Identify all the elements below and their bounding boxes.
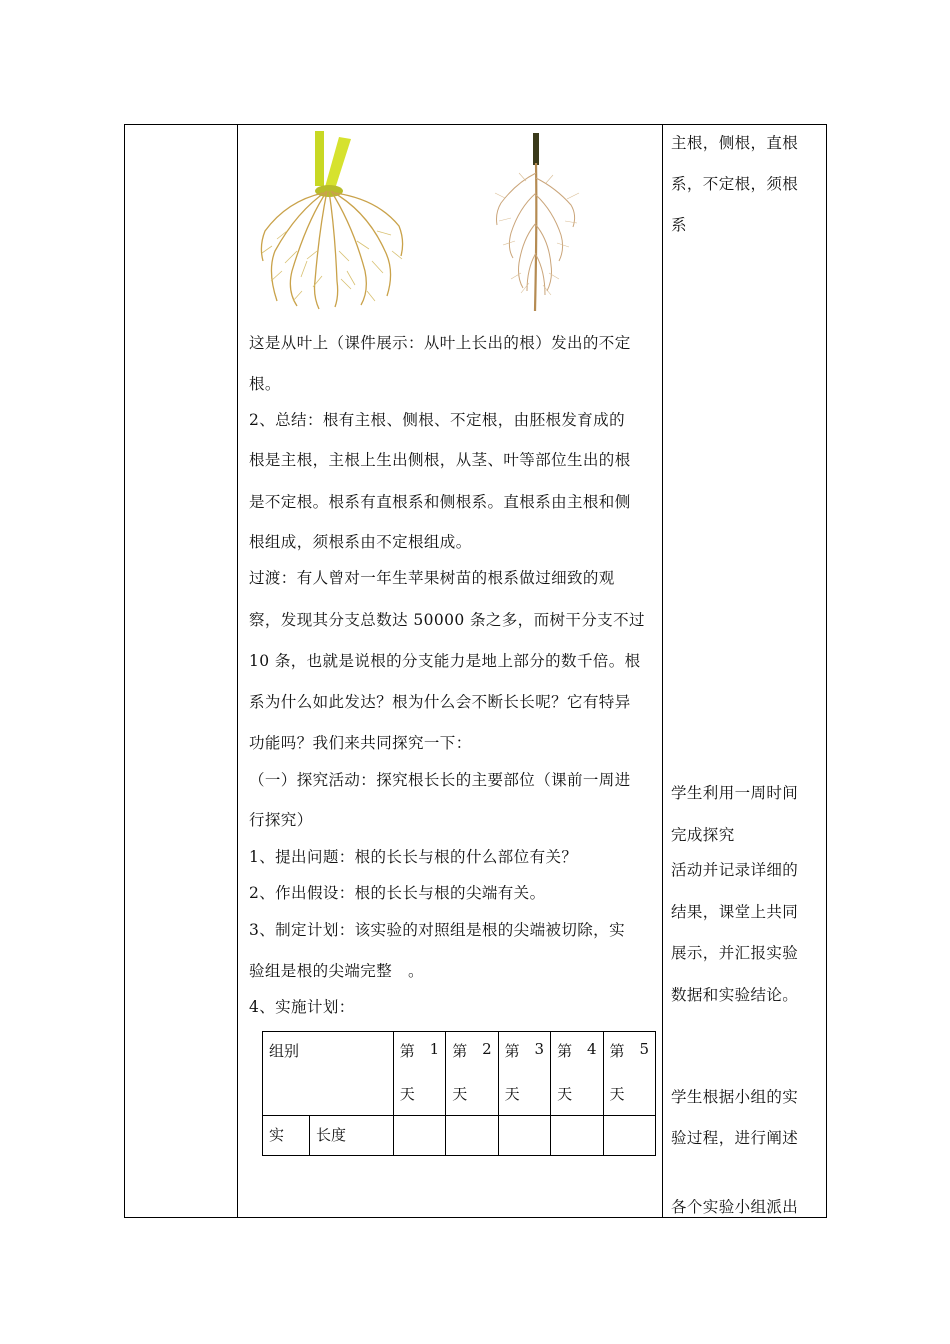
column-divider-left <box>237 125 238 1217</box>
day-cell: 第 3 天 <box>498 1032 550 1116</box>
paragraph-line: 这是从叶上（课件展示：从叶上长出的根）发出的不定 <box>249 334 631 352</box>
notes-column <box>671 125 823 1217</box>
note-line: 活动并记录详细的 <box>671 861 799 879</box>
note-line: 系，不定根，须根 <box>671 175 799 193</box>
paragraph-line: 系为什么如此发达？根为什么会不断长长呢？它有特异 <box>249 693 631 711</box>
note-line: 结果，课堂上共同 <box>671 903 799 921</box>
table-cell <box>393 1116 445 1156</box>
paragraph-line: 2、作出假设：根的长长与根的尖端有关。 <box>249 884 546 902</box>
table-cell <box>446 1116 498 1156</box>
paragraph-line: 根。 <box>249 375 281 393</box>
note-line: 学生利用一周时间 <box>671 784 799 802</box>
experiment-table <box>262 1031 656 1156</box>
paragraph-line: 4、实施计划： <box>249 998 355 1016</box>
paragraph-line: 验组是根的尖端完整 。 <box>249 962 424 980</box>
taproot-photo <box>491 133 581 313</box>
paragraph-line: 察，发现其分支总数达 50000 条之多，而树干分支不过 <box>249 611 645 629</box>
day-cell: 第 1 天 <box>393 1032 445 1116</box>
note-line: 验过程，进行阐述 <box>671 1129 799 1147</box>
main-column <box>239 125 663 1217</box>
paragraph-line: 过渡：有人曾对一年生苹果树苗的根系做过细致的观 <box>249 569 615 587</box>
paragraph-line: 10 条，也就是说根的分支能力是地上部分的数千倍。根 <box>249 652 641 670</box>
paragraph-line: 根组成，须根系由不定根组成。 <box>249 533 472 551</box>
fibrous-root-photo <box>257 131 407 311</box>
row-sublabel: 长度 <box>310 1116 394 1156</box>
paragraph-line: 1、提出问题：根的长长与根的什么部位有关？ <box>249 848 578 866</box>
paragraph-line: （一）探究活动：探究根长长的主要部位（课前一周进 <box>249 771 631 789</box>
table-header-label: 组别 <box>263 1032 394 1116</box>
paragraph-line: 根是主根，主根上生出侧根，从茎、叶等部位生出的根 <box>249 451 631 469</box>
paragraph-line: 功能吗？我们来共同探究一下： <box>249 734 472 752</box>
note-line: 数据和实验结论。 <box>671 986 799 1004</box>
paragraph-line: 行探究） <box>249 811 313 829</box>
note-line: 系 <box>671 216 687 234</box>
day-cell: 第 5 天 <box>603 1032 655 1116</box>
lesson-table <box>124 124 827 1218</box>
paragraph-line: 3、制定计划：该实验的对照组是根的尖端被切除，实 <box>249 921 625 939</box>
row-label: 实 <box>263 1116 310 1156</box>
note-line: 学生根据小组的实 <box>671 1088 799 1106</box>
note-line: 主根，侧根，直根 <box>671 134 799 152</box>
day-cell: 第 2 天 <box>446 1032 498 1116</box>
paragraph-line: 是不定根。根系有直根系和侧根系。直根系由主根和侧 <box>249 493 631 511</box>
table-cell <box>551 1116 603 1156</box>
paragraph-line: 2、总结：根有主根、侧根、不定根，由胚根发育成的 <box>249 411 625 429</box>
table-cell <box>603 1116 655 1156</box>
note-line: 完成探究 <box>671 826 735 844</box>
day-cell: 第 4 天 <box>551 1032 603 1116</box>
table-cell <box>498 1116 550 1156</box>
note-line: 各个实验小组派出 <box>671 1198 799 1216</box>
note-line: 展示，并汇报实验 <box>671 944 799 962</box>
